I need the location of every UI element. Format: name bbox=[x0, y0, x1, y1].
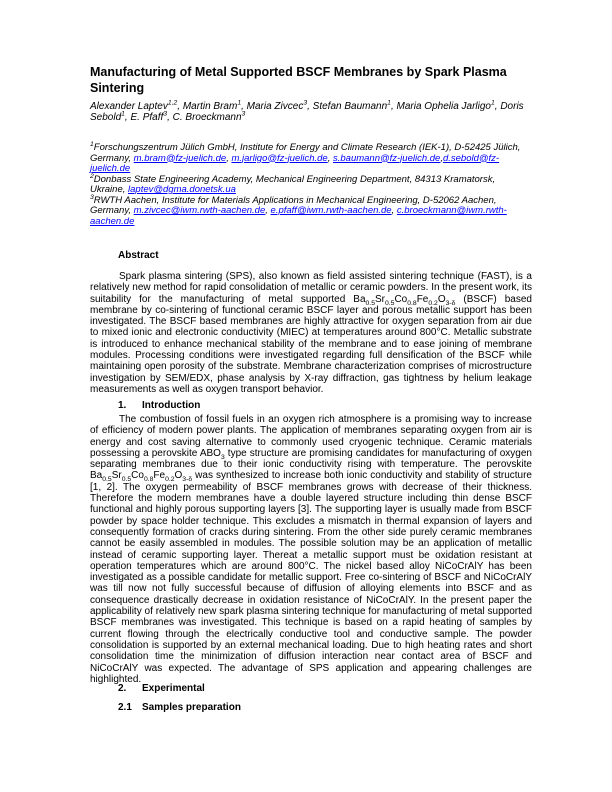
superscript: 2 bbox=[90, 172, 94, 180]
experimental-heading-label: Experimental bbox=[142, 683, 205, 694]
superscript: 1 bbox=[387, 99, 391, 107]
superscript: 3 bbox=[241, 110, 246, 118]
superscript: 1,2 bbox=[167, 99, 178, 107]
superscript: 1 bbox=[90, 140, 94, 148]
superscript: 1 bbox=[121, 110, 125, 118]
samples-preparation-heading bbox=[118, 702, 241, 713]
samples-preparation-heading-number: 2.1 bbox=[118, 702, 132, 713]
subscript: 3-δ bbox=[445, 299, 456, 307]
email-link[interactable]: m.jarligo@fz-juelich.de bbox=[231, 152, 328, 164]
affiliation-3: $^3$RWTH Aachen, Institute for Materials Applications in Mechanical Engineering, D-52062 Aachen, Germany, m.zivcec@iwm.rwth-aachen.de, e.pfaff@iwm.rwth-aachen.de, c.broeckmann@iwm.rwth-aachen.de bbox=[90, 193, 507, 227]
subscript: 0.2 bbox=[428, 299, 438, 307]
subscript: 0.5 bbox=[384, 299, 395, 307]
email-link[interactable]: s.baumann@fz-juelich.de bbox=[332, 152, 441, 164]
email-link[interactable]: d.sebold@fz-juelich.de bbox=[90, 152, 500, 174]
introduction-heading-number: 1. bbox=[118, 400, 127, 411]
affiliations-block bbox=[90, 140, 532, 227]
email-link[interactable]: m.zivcec@iwm.rwth-aachen.de bbox=[133, 205, 266, 216]
affiliation-2: $^2$Donbass State Engineering Academy, Mechanical Engineering Department, 84313 Kramatorsk, Ukraine, laptev@dgma.donetsk.ua bbox=[90, 172, 496, 195]
experimental-heading bbox=[118, 683, 205, 694]
superscript: 3 bbox=[163, 110, 168, 118]
authors-line: Alexander Laptev$^{1,2}$, Martin Bram$^1$, Maria Zivcec$^3$, Stefan Baumann$^1$, Maria Ophelia Jarligo$^1$, Doris Sebold$^1$, E. Pfaff$^3$, C. Broeckmann$^3$ bbox=[90, 99, 524, 123]
samples-preparation-heading-label: Samples preparation bbox=[142, 702, 241, 713]
email-link[interactable]: e.pfaff@iwm.rwth-aachen.de bbox=[270, 205, 392, 216]
subscript: 0.5 bbox=[102, 476, 112, 484]
subscript: 0.8 bbox=[407, 299, 417, 307]
email-link[interactable]: c.broeckmann@iwm.rwth-aachen.de bbox=[90, 205, 507, 227]
subscript: 3 bbox=[220, 453, 225, 461]
superscript: 3 bbox=[303, 99, 308, 107]
subscript: 0.2 bbox=[165, 476, 175, 484]
superscript: 1 bbox=[491, 99, 495, 107]
subscript: 0.8 bbox=[143, 476, 154, 484]
abstract-heading: Abstract bbox=[118, 250, 159, 261]
subscript: 0.5 bbox=[365, 299, 375, 307]
experimental-heading-number: 2. bbox=[118, 683, 127, 694]
introduction-heading bbox=[118, 400, 200, 411]
abstract-paragraph: Spark plasma sintering (SPS), also known as field assisted sintering technique (FAST), is a relatively new method for rapid consolidation of metallic or ceramic powders. In the present work, its suitability for the manufacturing of metal supported $Ba_{0.5}Sr_{0.5}Co_{0.8}Fe_{0.2}O_{3-\delta}$ (BSCF) based membrane by co-sintering of functional ceramic BSCF layer and porous metallic support has been investigated. The BSCF based membranes are highly attractive for oxygen separation from air due to mixed ionic and electronic conductivity (MIEC) at temperatures around 800°C. Metallic substrate is introduced to enhance mechanical stability of the membrane and to ease joining of membrane modules. Processing conditions were investigated regarding full densification of the BSCF while maintaining open porosity of the substrate. Membrane characterization comprises of microstructure investigation by SEM/EDX, phase analysis by X-ray diffraction, gas tightness by helium leakage measurements as well as oxygen transport behavior. bbox=[90, 271, 532, 395]
superscript: 1 bbox=[237, 99, 242, 107]
superscript: 3 bbox=[90, 193, 94, 201]
introduction-paragraph: The combustion of fossil fuels in an oxygen rich atmosphere is a promising way to increase of efficiency of modern power plants. The application of membranes separating oxygen from air is energy and cost saving alternative to commonly used cryogenic technique. Ceramic materials possessing a perovskite $ABO_3$ type structure are promising candidates for manufacturing of oxygen separating membranes due to their ionic conductivity rising with temperature. The perovskite $Ba_{0.5}Sr_{0.5}Co_{0.8}Fe_{0.2}O_{3-\delta}$ was synthesized to increase both ionic conductivity and stability of structure [1, 2]. The oxygen permeability of BSCF membranes grows with decrease of their thickness. Therefore the modern membranes have a double layered structure including thin dense BSCF functional and highly porous supporting layers [3]. The supporting layer is usually made from BSCF powder by space holder technique. This excludes a mismatch in thermal expansion of layers and consequently formation of cracks during sintering. From the other side purely ceramic membranes cannot be easily assembled in modules. The possible solution may be an application of metallic instead of ceramic supporting layer. Thereat a metallic support must be oxidation resistant at operation temperatures which are around 800°C. The nickel based alloy NiCoCrAlY has been investigated as a possible candidate for metallic support. Free co-sintering of BSCF and NiCoCrAlY was till now not fully successful because of diffusion of alloying elements into BSCF and as consequence drastically decrease in oxidation resistance of NiCoCrAlY. In the present paper the applicability of relatively new spark plasma sintering technique for manufacturing of metal supported BSCF membranes was investigated. This technique is based on a rapid heating of samples by current flowing through the electrically conductive tool and conductive sample. The powder consolidation is supported by an external mechanical loading. Due to high heating rates and short consolidation time the minimization of diffusion interaction near contact area of BSCF and NiCoCrAlY was expected. The advantage of SPS application and appearing challenges are highlighted. bbox=[90, 414, 532, 685]
introduction-heading-label: Introduction bbox=[142, 400, 201, 411]
email-link[interactable]: m.bram@fz-juelich.de bbox=[133, 152, 227, 164]
affiliation-1: $^1$Forschungszentrum Jülich GmbH, Institute for Energy and Climate Research (IEK-1), D-52425 Jülich, Germany, m.bram@fz-juelich.de, m.jarligo@fz-juelich.de, s.baumann@fz-juelich.de,d.sebold@fz-juelich.de bbox=[90, 140, 521, 174]
email-link[interactable]: laptev@dgma.donetsk.ua bbox=[128, 184, 236, 195]
subscript: 0.5 bbox=[121, 476, 132, 484]
paper-title: Manufacturing of Metal Supported BSCF Membranes by Spark Plasma Sintering bbox=[90, 65, 507, 95]
subscript: 3-δ bbox=[182, 476, 193, 484]
